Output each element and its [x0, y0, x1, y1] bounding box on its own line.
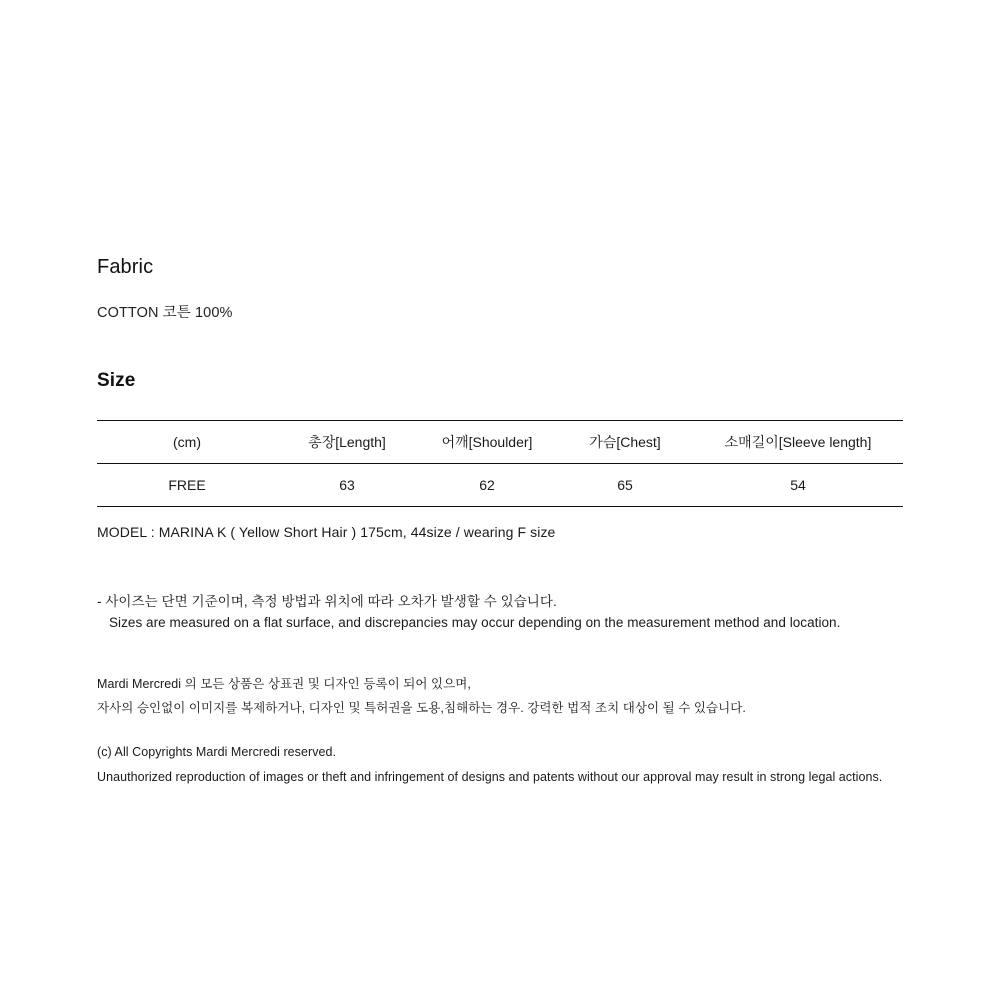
column-header-unit: (cm): [173, 433, 201, 450]
column-header-chest: 가슴[Chest]: [589, 433, 661, 450]
copyright-block: [97, 672, 903, 790]
copyright-en-line-1: (c) All Copyrights Mardi Mercredi reserved.: [97, 745, 337, 760]
table-header-row: [97, 420, 903, 463]
fabric-heading: Fabric: [97, 256, 154, 278]
content-container: [97, 255, 903, 789]
column-header-length: 총장[Length]: [308, 433, 386, 450]
cell-sleeve: 54: [790, 476, 806, 493]
copyright-ko-line-1: Mardi Mercredi 의 모든 상품은 상표권 및 디자인 등록이 되어 있으며,: [97, 676, 471, 691]
model-info: MODEL : MARINA K ( Yellow Short Hair ) 175cm, 44size / wearing F size: [97, 523, 556, 540]
measurement-notes: [97, 592, 903, 634]
note-korean: - 사이즈는 단면 기준이며, 측정 방법과 위치에 따라 오차가 발생할 수 있습니다.: [97, 593, 557, 609]
column-header-shoulder: 어깨[Shoulder]: [441, 433, 533, 450]
size-heading: Size: [97, 370, 136, 391]
cell-chest: 65: [617, 476, 633, 493]
note-english: Sizes are measured on a flat surface, and discrepancies may occur depending on the measurement method and location.: [109, 614, 841, 630]
column-header-sleeve: 소매길이[Sleeve length]: [724, 433, 872, 450]
cell-shoulder: 62: [479, 476, 495, 493]
copyright-en-line-2: Unauthorized reproduction of images or theft and infringement of designs and patents without our approval may result in strong legal actions.: [97, 769, 883, 784]
cell-length: 63: [339, 476, 355, 493]
size-table: [97, 420, 903, 507]
table-row: [97, 463, 903, 506]
fabric-value: COTTON 코튼 100%: [97, 305, 233, 321]
cell-size-name: FREE: [168, 476, 206, 493]
copyright-ko-line-2: 자사의 승인없이 이미지를 복제하거나, 디자인 및 특허권을 도용,침해하는 경우. 강력한 법적 조치 대상이 될 수 있습니다.: [97, 701, 746, 716]
